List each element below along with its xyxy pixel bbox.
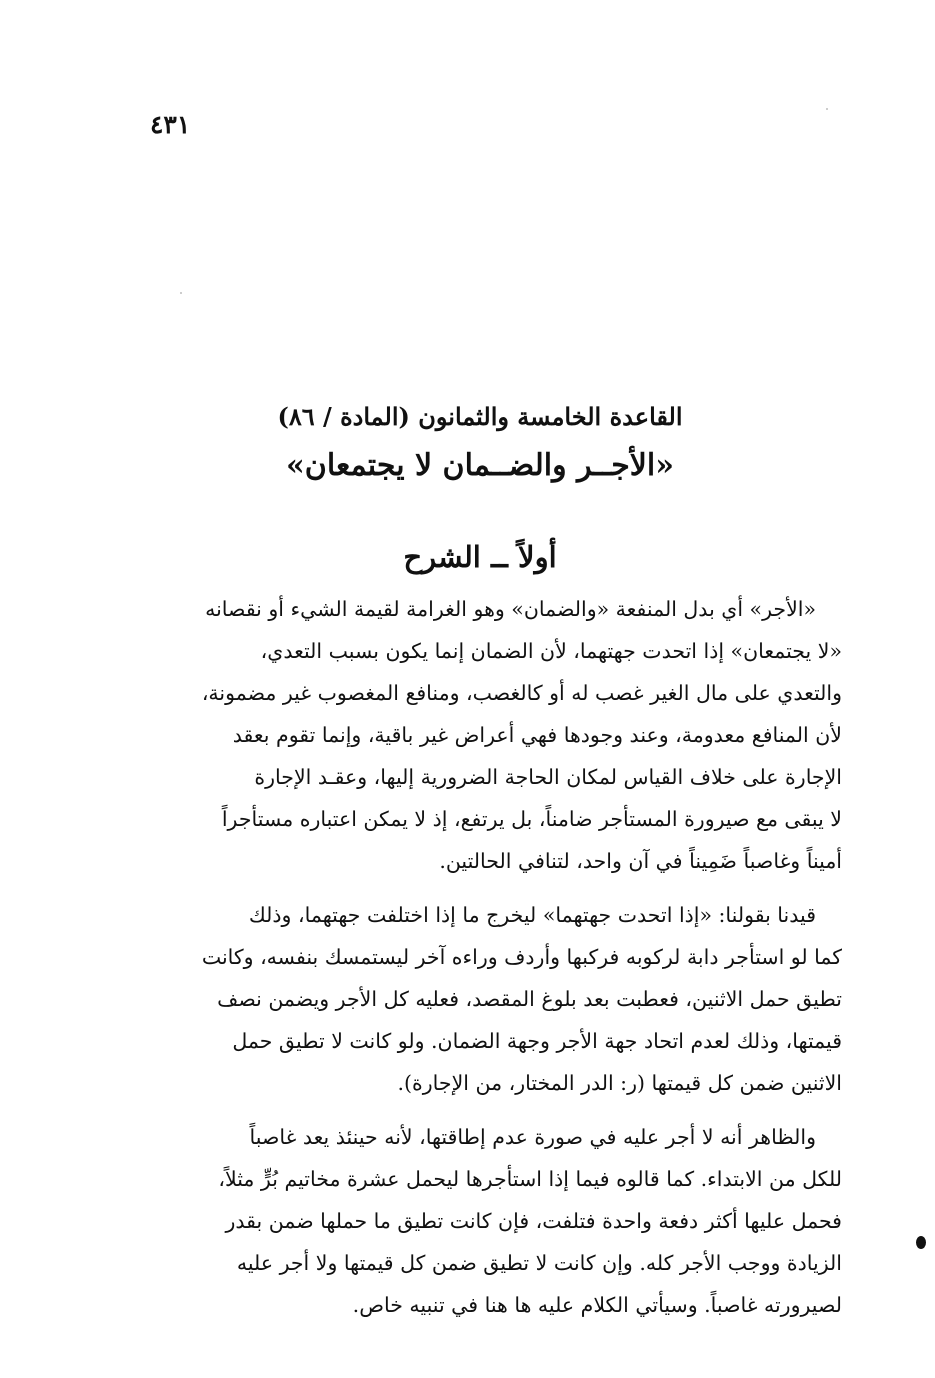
text-line: للكل من الابتداء. كما قالوه فيما إذا استأجرها ليحمل عشرة مخاتيم بُرٍّ مثلاً، (218, 1167, 842, 1191)
text-line: «لا يجتمعان» إذا اتحدت جهتهما، لأن الضمان إنما يكون بسبب التعدي، (260, 639, 842, 663)
text-line: الزيادة ووجب الأجر كله. وإن كانت لا تطيق ضمن كل قيمتها ولا أجر عليه (236, 1251, 842, 1275)
text-line: «الأجر» أي بدل المنفعة «والضمان» وهو الغرامة لقيمة الشيء أو نقصانه (205, 597, 816, 621)
text-line: قيدنا بقولنا: «إذا اتحدت جهتهما» ليخرج ما إذا اختلفت جهتهما، وذلك (248, 903, 816, 927)
text-line: والتعدي على مال الغير غصب له أو كالغصب، ومنافع المغصوب غير مضمونة، (201, 681, 842, 705)
text-line: قيمتها، وذلك لعدم اتحاد جهة الأجر وجهة الضمان. ولو كانت لا تطيق حمل (232, 1029, 842, 1053)
text-line: لا يبقى مع صيرورة المستأجر ضامناً، بل يرتفع، إذ لا يمكن اعتباره مستأجراً (221, 807, 842, 831)
body-text (120, 588, 842, 1326)
paragraph-3 (120, 1116, 842, 1326)
paragraph-1 (120, 588, 842, 882)
section-heading: أولاً ــ الشرح (403, 540, 557, 574)
rule-heading: القاعدة الخامسة والثمانون (المادة / ٨٦) (277, 402, 683, 431)
rule-title: «الأجــر والضــمان لا يجتمعان» (286, 448, 674, 483)
paragraph-2 (120, 894, 842, 1104)
text-line: الاثنين ضمن كل قيمتها (ر: الدر المختار، من الإجارة). (397, 1071, 842, 1095)
scan-speck (180, 292, 182, 294)
scan-speck (826, 108, 828, 110)
text-line: أميناً وغاصباً ضَمِيناً في آن واحد، لتنافي الحالتين. (439, 849, 842, 873)
text-line: كما لو استأجر دابة لركوبه فركبها وأردف وراءه آخر ليستمسك بنفسه، وكانت (201, 945, 842, 969)
text-line: لأن المنافع معدومة، وعند وجودها فهي أعراض غير باقية، وإنما تقوم بعقد (232, 723, 842, 747)
text-line: الإجارة على خلاف القياس لمكان الحاجة الضرورية إليها، وعقـد الإجارة (254, 765, 842, 789)
text-line: فحمل عليها أكثر دفعة واحدة فتلفت، فإن كانت تطيق ما حملها ضمن بقدر (225, 1209, 842, 1233)
text-line: لصيرورته غاصباً. وسيأتي الكلام عليه ها هنا في تنبيه خاص. (352, 1293, 842, 1317)
margin-dot (916, 1236, 926, 1249)
text-line: والظاهر أنه لا أجر عليه في صورة عدم إطاقتها، لأنه حينئذ يعد غاصباً (249, 1125, 816, 1149)
text-line: تطيق حمل الاثنين، فعطبت بعد بلوغ المقصد، فعليه كل الأجر ويضمن نصف (217, 987, 842, 1011)
rule-heading-block (180, 395, 780, 491)
page-number: ٤٣١ (150, 110, 191, 139)
